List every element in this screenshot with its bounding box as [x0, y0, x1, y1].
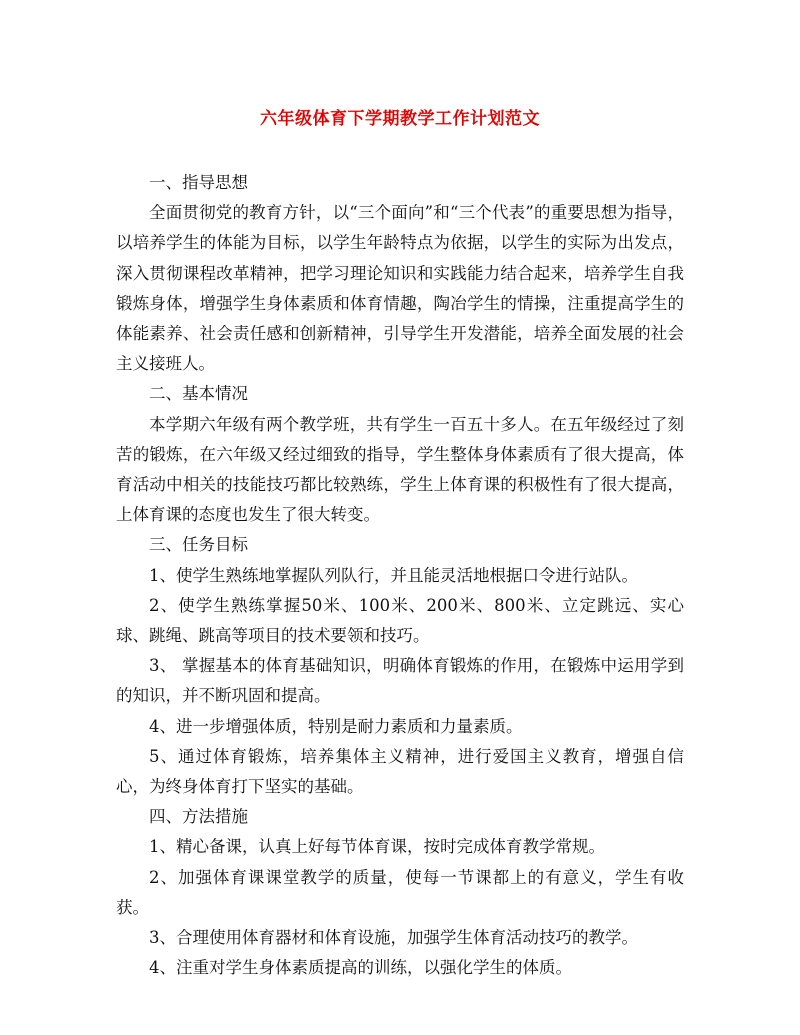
- list-item-method-1: 1、精心备课，认真上好每节体育课，按时完成体育教学常规。: [149, 837, 605, 857]
- list-item-method-3: 3、合理使用体育器材和体育设施，加强学生体育活动技巧的教学。: [149, 928, 638, 948]
- section-heading-methods: 四、方法措施: [149, 807, 248, 827]
- list-item-goal-4: 4、进一步增强体质，特别是耐力素质和力量素质。: [149, 716, 523, 736]
- document-body: [116, 168, 684, 983]
- list-item-goal-3: 3、 掌握基本的体育基础知识，明确体育锻炼的作用，在锻炼中运用学到的知识，并不断巩固和提高。: [116, 656, 684, 706]
- list-item-goal-2: 2、使学生熟练掌握50米、100米、200米、800米、立定跳远、实心球、跳绳、跳高等项目的技术要领和技巧。: [116, 595, 684, 646]
- list-item-method-2: 2、加强体育课课堂教学的质量，使每一节课都上的有意义，学生有收获。: [116, 867, 684, 917]
- section-heading-guiding-thought: 一、指导思想: [149, 173, 248, 192]
- paragraph-guiding-thought: 全面贯彻党的教育方针，以“三个面向”和“三个代表”的重要思想为指导，以培养学生的体能为目标，以学生年龄特点为依据，以学生的实际为出发点，深入贯彻课程改革精神，把学习理论知识和实践能力结合起来，培养学生自我锻炼身体，增强学生身体素质和体育情趣，陶冶学生的情操，注重提高学生的体能素养、社会责任感和创新精神，引导学生开发潜能，培养全面发展的社会主义接班人。: [116, 203, 684, 374]
- section-heading-task-goals: 三、任务目标: [149, 535, 248, 555]
- list-item-method-4: 4、注重对学生身体素质提高的训练，以强化学生的体质。: [149, 958, 572, 978]
- section-heading-basic-situation: 二、基本情况: [149, 384, 248, 404]
- list-item-goal-1: 1、使学生熟练地掌握队列队行，并且能灵活地根据口令进行站队。: [149, 565, 638, 585]
- paragraph-basic-situation: 本学期六年级有两个教学班，共有学生一百五十多人。在五年级经过了刻苦的锻炼，在六年级又经过细致的指导，学生整体身体素质有了很大提高，体育活动中相关的技能技巧都比较熟练，学生上体育课的积极性有了很大提高，上体育课的态度也发生了很大转变。: [116, 414, 684, 525]
- list-item-goal-5: 5、通过体育锻炼，培养集体主义精神，进行爱国主义教育，增强自信心，为终身体育打下坚实的基础。: [116, 746, 684, 797]
- document-title: 六年级体育下学期教学工作计划范文: [260, 109, 540, 129]
